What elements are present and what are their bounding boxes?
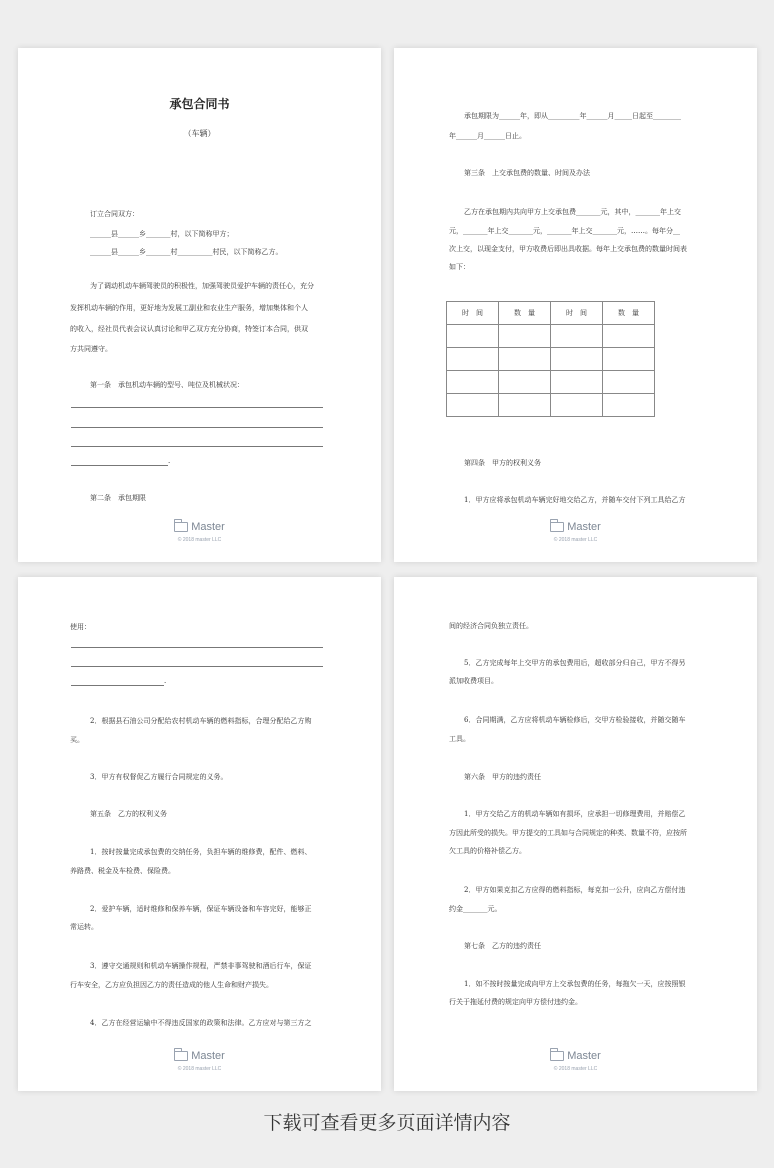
folder-icon	[174, 1051, 188, 1061]
text-line: 1．甲方应将承包机动车辆完好地交给乙方，并随车交付下列工具给乙方	[464, 496, 686, 504]
table-header: 数 量	[603, 302, 655, 325]
logo-copyright: © 2018 master LLC	[177, 537, 222, 543]
table-cell	[551, 394, 603, 417]
blank-line	[71, 407, 323, 408]
text-line: 行关于拖延付费的规定向甲方偿付违约金。	[449, 998, 582, 1006]
contract-subtitle: （车辆）	[183, 129, 216, 138]
contract-title: 承包合同书	[169, 97, 230, 111]
text-line: 常运转。	[70, 923, 98, 931]
table-cell	[603, 394, 655, 417]
table-cell	[551, 371, 603, 394]
table-cell	[499, 348, 551, 371]
text-line: 养路费、税金及车检费、保险费。	[70, 867, 175, 875]
table-cell	[603, 325, 655, 348]
text-line: 承包期限为______年，即从_________年______月_____日起至________	[464, 112, 681, 120]
text-line: 次上交，以现金支付，甲方收费后即出具收据。每年上交承包费的数量时间表	[449, 245, 687, 253]
blank-line	[71, 427, 323, 428]
text-line: 派加收费项目。	[449, 677, 498, 685]
text-line: 的收入，经社员代表会议认真讨论和甲乙双方充分协商，特签订本合同，供双	[70, 325, 308, 333]
folder-icon	[550, 1051, 564, 1061]
text-line: 买。	[70, 736, 84, 744]
logo-brand: Master	[191, 1050, 225, 1062]
table-cell	[551, 348, 603, 371]
logo-copyright: © 2018 master LLC	[177, 1066, 222, 1072]
text-line: 1．甲方交给乙方的机动车辆如有损坏，应承担一切修理费用，并赔偿乙	[464, 810, 686, 818]
text-line: 约金_______元。	[449, 905, 502, 913]
text-line: 3．甲方有权督促乙方履行合同规定的义务。	[90, 773, 228, 781]
logo-brand: Master	[567, 521, 601, 533]
clause-heading: 第四条 甲方的权利义务	[464, 459, 541, 467]
text-line: 发挥机动车辆的作用，更好地为发展工副业和农业生产服务，增加集体和个人	[70, 304, 308, 312]
text-line: 1．如不按时按量完成向甲方上交承包费的任务，每拖欠一天，应按照银	[464, 980, 686, 988]
clause-heading: 第一条 承包机动车辆的型号、吨位及机械状况：	[90, 381, 244, 389]
blank-line	[71, 666, 323, 667]
master-logo	[394, 517, 757, 543]
text-line: 3．遵守交通规则和机动车辆操作规程，严禁非事驾驶和酒后行车，保证	[90, 962, 312, 970]
table-cell	[447, 325, 499, 348]
text-line: 间的经济合同负独立责任。	[449, 622, 533, 630]
text-line: 2．甲方如果克扣乙方应得的燃料指标，每克扣一公升，应向乙方偿付违	[464, 886, 686, 894]
table-row	[447, 371, 655, 394]
period-mark: .	[164, 677, 167, 685]
table-row	[447, 325, 655, 348]
master-logo	[18, 1046, 381, 1072]
text-line: 2．爱护车辆，适时维修和保养车辆，保证车辆设备和车容完好，能够正	[90, 905, 312, 913]
clause-heading: 第七条 乙方的违约责任	[464, 942, 541, 950]
table-row	[447, 394, 655, 417]
logo-brand: Master	[567, 1050, 601, 1062]
text-line: 5．乙方完成每年上交甲方的承包费用后，超收部分归自己，甲方不得另	[464, 659, 686, 667]
text-line: 工具。	[449, 735, 470, 743]
text-line: 方因此所受的损失。甲方提交的工具如与合同规定的种类、数量不符，应按所	[449, 829, 687, 837]
text-line: 6．合同期满，乙方应将机动车辆检修后，交甲方检验接收，并随交随车	[464, 716, 686, 724]
table-cell	[499, 325, 551, 348]
text-line: 如下：	[449, 263, 470, 271]
text-line: ______县______乡_______村__________村民，以下简称乙方。	[90, 248, 283, 256]
clause-heading: 第五条 乙方的权利义务	[90, 810, 167, 818]
table-cell	[551, 325, 603, 348]
table-header: 时 间	[551, 302, 603, 325]
table-cell	[603, 348, 655, 371]
blank-line	[71, 685, 164, 686]
table-header-row	[447, 302, 655, 325]
blank-line	[71, 446, 323, 447]
master-logo	[18, 517, 381, 543]
blank-line	[71, 647, 323, 648]
text-line: 4．乙方在经营运输中不得违反国家的政策和法律。乙方应对与第三方之	[90, 1019, 312, 1027]
clause-heading: 第三条 上交承包费的数量、时间及办法	[464, 169, 590, 177]
table-header: 时 间	[447, 302, 499, 325]
folder-icon	[550, 522, 564, 532]
text-line: 2．根据县石油公司分配给农村机动车辆的燃料指标，合理分配给乙方购	[90, 717, 312, 725]
text-line: 1．按时按量完成承包费的交纳任务，负担车辆的维修费，配件、燃料、	[90, 848, 312, 856]
master-logo	[394, 1046, 757, 1072]
document-page-4	[394, 577, 757, 1091]
table-header: 数 量	[499, 302, 551, 325]
clause-heading: 第二条 承包期限	[90, 494, 146, 502]
table-cell	[447, 394, 499, 417]
download-more-caption: 下载可查看更多页面详情内容	[263, 1112, 511, 1134]
document-page-2	[394, 48, 757, 562]
text-line: 行车安全，乙方应负担因乙方的责任造成的他人生命和财产损失。	[70, 981, 273, 989]
text-line: 为了调动机动车辆驾驶员的积极性，加强驾驶员爱护车辆的责任心，充分	[90, 282, 314, 290]
table-cell	[499, 371, 551, 394]
table-cell	[447, 371, 499, 394]
text-line: 使用：	[70, 623, 91, 631]
payment-schedule-table	[446, 301, 655, 417]
logo-copyright: © 2018 master LLC	[553, 1066, 598, 1072]
table-cell	[499, 394, 551, 417]
text-line: 订立合同双方：	[90, 210, 139, 218]
text-line: 方共同遵守。	[70, 345, 112, 353]
clause-heading: 第六条 甲方的违约责任	[464, 773, 541, 781]
table-cell	[603, 371, 655, 394]
text-line: ______县______乡_______村，以下简称甲方；	[90, 230, 234, 238]
text-line: 乙方在承包期内共向甲方上交承包费_______元，其中，_______年上交	[464, 208, 681, 216]
table-cell	[447, 348, 499, 371]
logo-brand: Master	[191, 521, 225, 533]
blank-line	[71, 465, 168, 466]
period-mark: .	[168, 457, 171, 465]
document-page-1	[18, 48, 381, 562]
text-line: 年______月______日止。	[449, 132, 526, 140]
logo-copyright: © 2018 master LLC	[553, 537, 598, 543]
table-row	[447, 348, 655, 371]
folder-icon	[174, 522, 188, 532]
text-line: 欠工具的价格补偿乙方。	[449, 847, 526, 855]
document-page-3	[18, 577, 381, 1091]
text-line: 元，_______年上交_______元，_______年上交_______元，……。每年分__	[449, 227, 680, 235]
